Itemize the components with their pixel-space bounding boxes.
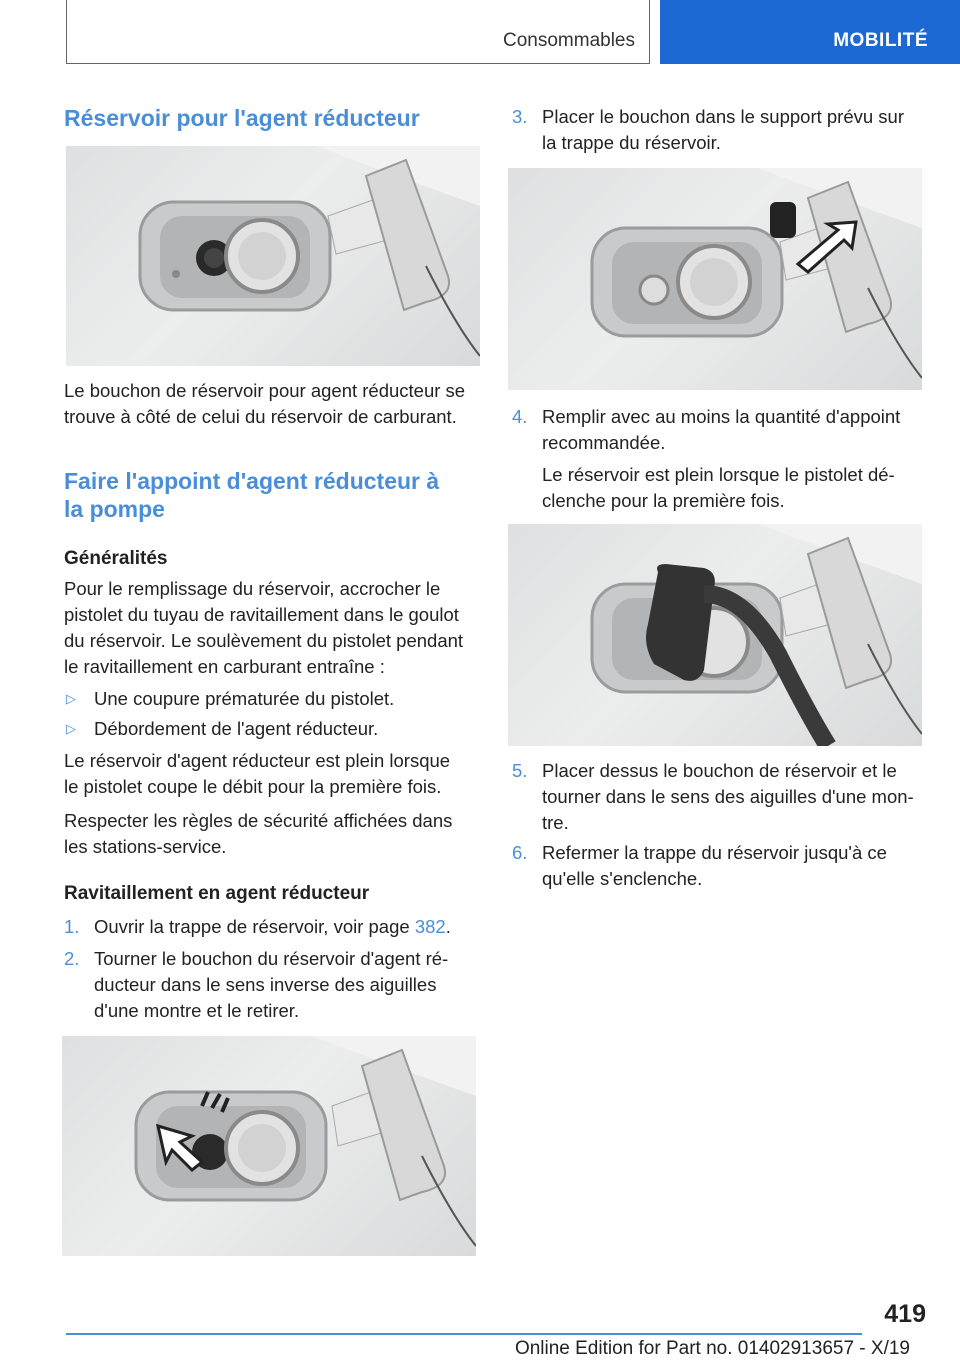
header-chapter-tab <box>660 0 960 64</box>
step-4-note-line-1: Le réservoir est plein lorsque le pistolet dé- <box>542 464 895 485</box>
step-4-line-1: Remplir avec au moins la quantité d'appoint <box>542 406 901 427</box>
step-number: 5. <box>512 760 528 781</box>
step-number: 1. <box>64 916 80 937</box>
para3-line-2: les stations-service. <box>64 836 227 857</box>
step-number: 4. <box>512 406 528 427</box>
para2-line-2: le pistolet coupe le débit pour la première fois. <box>64 776 442 797</box>
general-line-2: pistolet du tuyau de ravitaillement dans le goulot <box>64 604 459 625</box>
step-3-line-1: Placer le bouchon dans le support prévu sur <box>542 106 904 127</box>
footer-edition: Online Edition for Part no. 01402913657 - X/19 <box>514 1338 910 1359</box>
step-6-line-1: Refermer la trappe du réservoir jusqu'à ce <box>542 842 887 863</box>
refuel-heading: Ravitaillement en agent réducteur <box>64 883 370 904</box>
page-number: 419 <box>884 1300 926 1328</box>
bullet-item-1: Une coupure prématurée du pistolet. <box>94 688 395 709</box>
intro-line-1: Le bouchon de réservoir pour agent réducteur se <box>64 380 466 401</box>
step-5-line-3: tre. <box>542 812 569 833</box>
para2-line-1: Le réservoir d'agent réducteur est plein lorsque <box>64 750 451 771</box>
triangle-right-icon: ▷ <box>66 721 76 736</box>
page-reference-link[interactable]: 382 <box>414 916 446 937</box>
photo-nozzle-in-filler <box>508 524 922 746</box>
para3-line-1: Respecter les règles de sécurité affichées dans <box>64 810 453 831</box>
general-line-3: du réservoir. Le soulèvement du pistolet pendant <box>64 630 464 651</box>
subsection-title-line-1: Faire l'appoint d'agent réducteur à <box>64 468 440 494</box>
subsection-title-line-2: la pompe <box>64 496 165 522</box>
triangle-right-icon: ▷ <box>66 691 76 706</box>
step-5-line-1: Placer dessus le bouchon de réservoir et le <box>542 760 897 781</box>
photo-remove-cap <box>62 1036 476 1256</box>
photo-reductant-cap-location <box>66 146 480 366</box>
general-heading: Généralités <box>64 548 168 569</box>
intro-line-2: trouve à côté de celui du réservoir de carburant. <box>64 406 457 427</box>
section-title: Réservoir pour l'agent réducteur <box>64 105 420 131</box>
step-3-line-2: la trappe du réservoir. <box>542 132 721 153</box>
step-1-label: Ouvrir la trappe de réservoir, voir page <box>94 916 415 937</box>
header-chapter-title: MOBILITÉ <box>833 30 928 51</box>
step-1-end: . <box>445 916 451 937</box>
step-6-line-2: qu'elle s'enclenche. <box>542 868 703 889</box>
step-number: 2. <box>64 948 80 969</box>
step-2-line-3: d'une montre et le retirer. <box>94 1000 300 1021</box>
general-line-1: Pour le remplissage du réservoir, accrocher le <box>64 578 441 599</box>
general-line-4: le ravitaillement en carburant entraîne : <box>64 656 385 677</box>
footer-divider <box>66 1333 862 1335</box>
header-section-title: Consommables <box>503 30 635 51</box>
step-5-line-2: tourner dans le sens des aiguilles d'une mon- <box>542 786 914 807</box>
bullet-item-2: Débordement de l'agent réducteur. <box>94 718 379 739</box>
header-section-box <box>66 0 650 64</box>
step-2-line-1: Tourner le bouchon du réservoir d'agent ré- <box>94 948 449 969</box>
photo-cap-holder <box>508 168 922 390</box>
step-1-text <box>94 914 451 940</box>
step-4-note-line-2: clenche pour la première fois. <box>542 490 785 511</box>
step-4-line-2: recommandée. <box>542 432 666 453</box>
step-2-line-2: ducteur dans le sens inverse des aiguilles <box>94 974 437 995</box>
step-number: 6. <box>512 842 528 863</box>
step-number: 3. <box>512 106 528 127</box>
